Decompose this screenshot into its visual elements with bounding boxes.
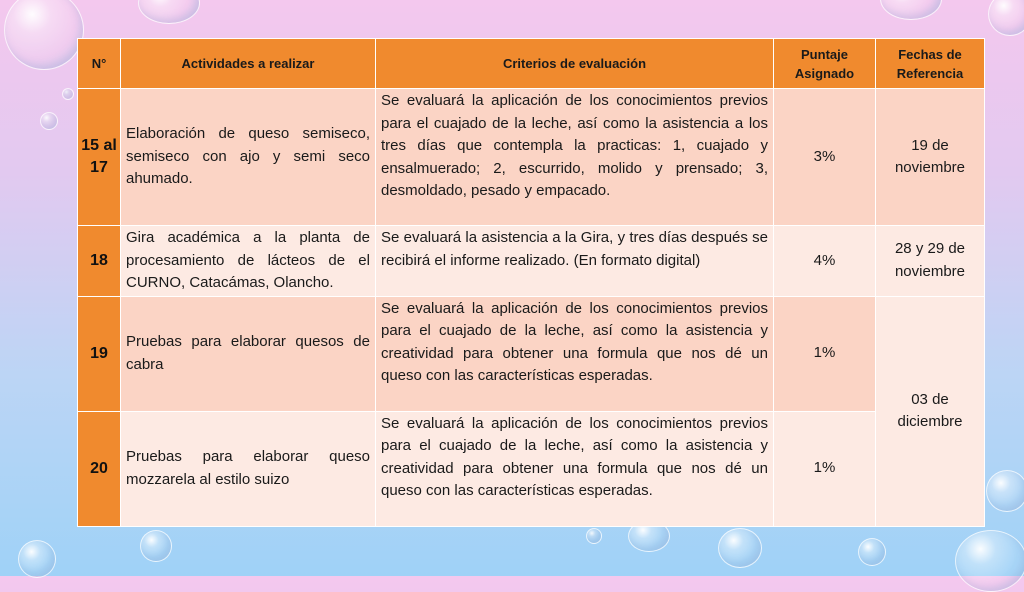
row-number: 18 bbox=[78, 226, 121, 297]
decorative-bubble bbox=[586, 528, 602, 544]
activities-table-container bbox=[77, 38, 984, 525]
decorative-bubble bbox=[858, 538, 886, 566]
row-activity: Elaboración de queso semiseco, semiseco con ajo y semi seco ahumado. bbox=[121, 89, 376, 226]
row-date: 28 y 29 de noviembre bbox=[876, 226, 985, 297]
decorative-bubble bbox=[988, 0, 1024, 36]
header-criteria: Criterios de evaluación bbox=[376, 39, 774, 89]
header-score: Puntaje Asignado bbox=[774, 39, 876, 89]
row-number: 15 al 17 bbox=[78, 89, 121, 226]
row-date: 03 de diciembre bbox=[876, 296, 985, 526]
row-score: 1% bbox=[774, 296, 876, 411]
decorative-bubble bbox=[40, 112, 58, 130]
row-score: 1% bbox=[774, 411, 876, 526]
row-criteria: Se evaluará la aplicación de los conocimientos previos para el cuajado de la leche, así como la asistencia y creatividad para obtener una formula que nos dé un queso con las características esperadas. bbox=[376, 411, 774, 526]
decorative-bubble bbox=[18, 540, 56, 578]
decorative-bubble bbox=[955, 530, 1024, 592]
row-activity: Gira académica a la planta de procesamiento de lácteos de el CURNO, Catacámas, Olancho. bbox=[121, 226, 376, 297]
row-score: 4% bbox=[774, 226, 876, 297]
header-number: N° bbox=[78, 39, 121, 89]
header-activities: Actividades a realizar bbox=[121, 39, 376, 89]
table-row bbox=[78, 226, 985, 297]
header-dates: Fechas de Referencia bbox=[876, 39, 985, 89]
row-number: 20 bbox=[78, 411, 121, 526]
table-row bbox=[78, 89, 985, 226]
row-date: 19 de noviembre bbox=[876, 89, 985, 226]
row-criteria: Se evaluará la aplicación de los conocimientos previos para el cuajado de la leche, así como la asistencia y creatividad para obtener una formula que nos dé un queso con las características esperadas. bbox=[376, 296, 774, 411]
table-row bbox=[78, 411, 985, 526]
table-header-row bbox=[78, 39, 985, 89]
decorative-bubble bbox=[880, 0, 942, 20]
decorative-bubble bbox=[140, 530, 172, 562]
table-row bbox=[78, 296, 985, 411]
row-score: 3% bbox=[774, 89, 876, 226]
row-number: 19 bbox=[78, 296, 121, 411]
decorative-bubble bbox=[986, 470, 1024, 512]
row-activity: Pruebas para elaborar queso mozzarela al estilo suizo bbox=[121, 411, 376, 526]
row-activity: Pruebas para elaborar quesos de cabra bbox=[121, 296, 376, 411]
activities-table bbox=[77, 38, 985, 527]
decorative-bubble bbox=[4, 0, 84, 70]
row-criteria: Se evaluará la asistencia a la Gira, y tres días después se recibirá el informe realizado. (En formato digital) bbox=[376, 226, 774, 297]
decorative-bubble bbox=[718, 528, 762, 568]
decorative-bubble bbox=[138, 0, 200, 24]
row-criteria: Se evaluará la aplicación de los conocimientos previos para el cuajado de la leche, así como la asistencia a los tres días que contempla la practicas: 1, cuajado y ensalmuerado; 2, escurrido, molido y prensado; 3, desmoldado, pesado y empacado. bbox=[376, 89, 774, 226]
decorative-bubble bbox=[62, 88, 74, 100]
